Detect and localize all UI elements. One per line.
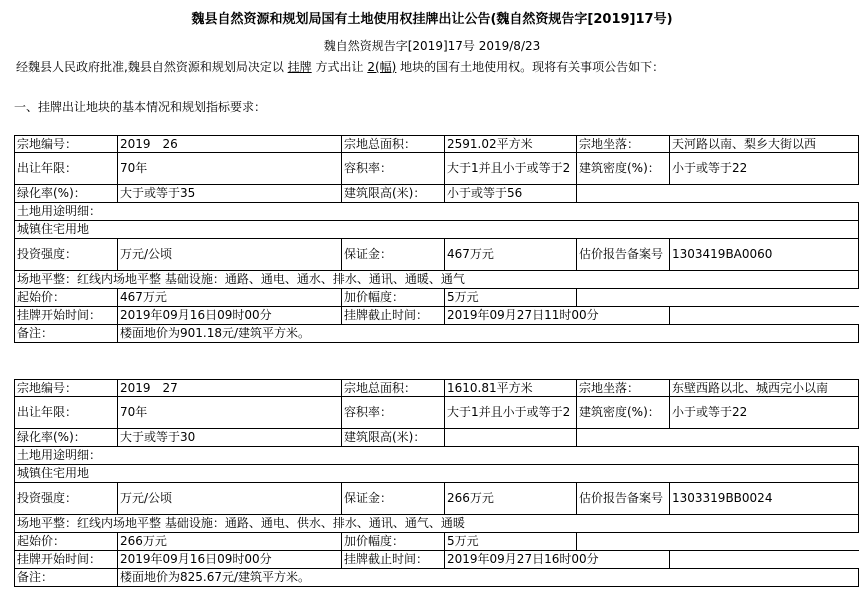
table-row — [15, 221, 859, 239]
density-label: 建筑密度(%)： — [577, 153, 670, 185]
parcel-no-value: 2019 27 — [118, 380, 342, 397]
listing-end-label: 挂牌截止时间： — [342, 307, 445, 325]
density-value: 小于或等于22 — [670, 153, 859, 185]
remark-value: 楼面地价为825.67元/建筑平方米。 — [118, 569, 859, 587]
green-value: 大于或等于30 — [118, 429, 342, 447]
invest-label: 投资强度： — [15, 483, 118, 515]
intro-paragraph — [16, 58, 664, 75]
parcel-table-1 — [14, 135, 859, 343]
increment-value: 5万元 — [445, 533, 577, 551]
deposit-value: 266万元 — [445, 483, 577, 515]
table-row — [15, 307, 859, 325]
table-row — [15, 429, 859, 447]
table-row — [15, 380, 859, 397]
intro-text-1: 经魏县人民政府批准,魏县自然资源和规划局决定以 — [16, 60, 284, 74]
empty-cell — [577, 289, 859, 307]
intro-method: 挂牌 — [287, 60, 312, 74]
site-prep-label: 场地平整： — [17, 516, 78, 530]
remark-value: 楼面地价为901.18元/建筑平方米。 — [118, 325, 859, 343]
listing-end-value: 2019年09月27日16时00分 — [445, 551, 670, 569]
listing-start-value: 2019年09月16日09时00分 — [118, 551, 342, 569]
listing-start-value: 2019年09月16日09时00分 — [118, 307, 342, 325]
parcel-no-value: 2019 26 — [118, 136, 342, 153]
increment-label: 加价幅度： — [342, 289, 445, 307]
site-prep-row — [15, 271, 859, 289]
far-value: 大于1并且小于或等于2 — [445, 397, 577, 429]
density-label: 建筑密度(%)： — [577, 397, 670, 429]
empty-cell — [670, 307, 859, 325]
listing-start-label: 挂牌开始时间： — [15, 307, 118, 325]
use-detail-label: 土地用途明细： — [15, 447, 859, 465]
listing-start-label: 挂牌开始时间： — [15, 551, 118, 569]
intro-text-3: 地块的国有土地使用权。现将有关事项公告如下： — [400, 60, 665, 74]
site-prep-label: 场地平整： — [17, 272, 78, 286]
use-detail-label: 土地用途明细： — [15, 203, 859, 221]
table-row — [15, 185, 859, 203]
total-area-label: 宗地总面积： — [342, 380, 445, 397]
site-prep-value: 红线内场地平整 基础设施：通路、通电、通水、排水、通讯、通暖、通气 — [77, 272, 465, 286]
green-value: 大于或等于35 — [118, 185, 342, 203]
use-value: 城镇住宅用地 — [15, 465, 859, 483]
location-value: 天河路以南、梨乡大街以西 — [670, 136, 859, 153]
section-heading: 一、挂牌出让地块的基本情况和规划指标要求： — [14, 100, 267, 114]
table-row — [15, 325, 859, 343]
green-label: 绿化率(%)： — [15, 429, 118, 447]
term-label: 出让年限： — [15, 153, 118, 185]
start-price-label: 起始价： — [15, 289, 118, 307]
density-value: 小于或等于22 — [670, 397, 859, 429]
table-row — [15, 515, 859, 533]
listing-end-value: 2019年09月27日11时00分 — [445, 307, 670, 325]
table-row — [15, 465, 859, 483]
appraisal-value: 1303319BB0024 — [670, 483, 859, 515]
deposit-label: 保证金： — [342, 483, 445, 515]
document-number-date: 魏自然资规告字[2019]17号 2019/8/23 — [323, 39, 541, 53]
table-row — [15, 397, 859, 429]
appraisal-label: 估价报告备案号 — [577, 239, 670, 271]
location-value: 东壁西路以北、城西完小以南 — [670, 380, 859, 397]
invest-value: 万元/公顷 — [118, 239, 342, 271]
far-label: 容积率： — [342, 397, 445, 429]
total-area-value: 1610.81平方米 — [445, 380, 577, 397]
empty-cell — [670, 551, 859, 569]
term-value: 70年 — [118, 153, 342, 185]
term-value: 70年 — [118, 397, 342, 429]
location-label: 宗地坐落： — [577, 136, 670, 153]
start-price-value: 467万元 — [118, 289, 342, 307]
intro-text-2: 方式出让 — [315, 60, 364, 74]
invest-value: 万元/公顷 — [118, 483, 342, 515]
increment-label: 加价幅度： — [342, 533, 445, 551]
table-row — [15, 239, 859, 271]
far-label: 容积率： — [342, 153, 445, 185]
table-row — [15, 447, 859, 465]
table-row — [15, 569, 859, 587]
page-title: 魏县自然资源和规划局国有土地使用权挂牌出让公告(魏自然资规告字[2019]17号) — [191, 12, 673, 27]
far-value: 大于1并且小于或等于2 — [445, 153, 577, 185]
green-label: 绿化率(%)： — [15, 185, 118, 203]
intro-count: 2(幅) — [367, 60, 397, 74]
height-label: 建筑限高(米)： — [342, 185, 445, 203]
table-row — [15, 153, 859, 185]
empty-cell — [577, 533, 859, 551]
location-label: 宗地坐落： — [577, 380, 670, 397]
appraisal-label: 估价报告备案号 — [577, 483, 670, 515]
table-row — [15, 136, 859, 153]
table-row — [15, 483, 859, 515]
parcel-table-2 — [14, 379, 859, 587]
increment-value: 5万元 — [445, 289, 577, 307]
height-value — [445, 429, 577, 447]
parcel-no-label: 宗地编号： — [15, 380, 118, 397]
remark-label: 备注： — [15, 569, 118, 587]
listing-end-label: 挂牌截止时间： — [342, 551, 445, 569]
site-prep-value: 红线内场地平整 基础设施：通路、通电、供水、排水、通讯、通气、通暖 — [77, 516, 465, 530]
deposit-label: 保证金： — [342, 239, 445, 271]
start-price-label: 起始价： — [15, 533, 118, 551]
remark-label: 备注： — [15, 325, 118, 343]
table-row — [15, 533, 859, 551]
invest-label: 投资强度： — [15, 239, 118, 271]
table-row — [15, 203, 859, 221]
term-label: 出让年限： — [15, 397, 118, 429]
total-area-label: 宗地总面积： — [342, 136, 445, 153]
appraisal-value: 1303419BA0060 — [670, 239, 859, 271]
use-value: 城镇住宅用地 — [15, 221, 859, 239]
height-value: 小于或等于56 — [445, 185, 577, 203]
table-row — [15, 271, 859, 289]
table-row — [15, 551, 859, 569]
site-prep-row — [15, 515, 859, 533]
table-row — [15, 289, 859, 307]
empty-cell — [577, 185, 859, 203]
parcel-no-label: 宗地编号： — [15, 136, 118, 153]
deposit-value: 467万元 — [445, 239, 577, 271]
height-label: 建筑限高(米)： — [342, 429, 445, 447]
start-price-value: 266万元 — [118, 533, 342, 551]
empty-cell — [577, 429, 859, 447]
total-area-value: 2591.02平方米 — [445, 136, 577, 153]
